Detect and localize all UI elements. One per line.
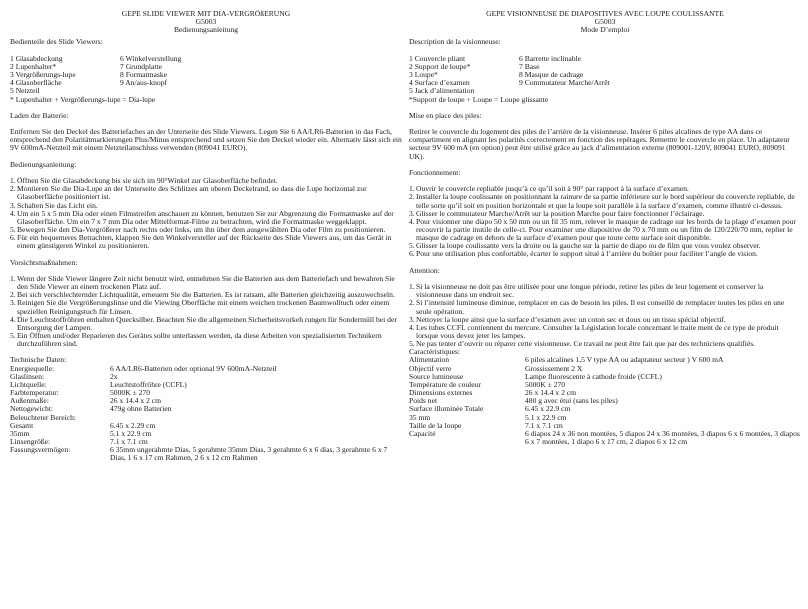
specs-table [409, 356, 801, 446]
battery-heading: Laden der Batterie: [10, 110, 69, 120]
parts-heading: Description de la visionneuse: [409, 37, 501, 47]
part-item: 3 Vergrößerungs-lupe [10, 70, 76, 80]
spec-value: 7.1 x 7.1 cm [525, 420, 563, 430]
list-item: 1. Wenn der Slide Viewer längere Zeit nicht benutzt wird, entnehmen Sie die Batterien aus dem Batteriefach und bewahren Sie den Slide Viewer an einem trockenen Platz auf. [10, 273, 395, 292]
page-title: GEPE VISIONNEUSE DE DIAPOSITIVES AVEC LOUPE COULISSANTE [486, 9, 724, 18]
usage-heading: Fonctionnement: [409, 167, 461, 177]
list-item: 6. Pour une utilisation plus confortable, écarter le support situé à l’arrière du boîtier pour faciliter l’angle de vision. [409, 249, 758, 259]
usage-steps [10, 177, 402, 250]
list-item: 5. Ein Öffnen und/oder Reparieren des Gerätes sollte unterlassen werden, da diese Arbeiten von spezialisierten Technikern durchzuführen sind. [10, 330, 382, 349]
caution-steps [10, 275, 402, 348]
list-item: 1. Si la visionneuse ne doit pas être utilisée pour une longue période, retirer les piles de leur logement et conserver la visionneuse dans un endroit sec. [409, 282, 764, 300]
spec-value: 6 35mm ungerahmte Dias, 5 gerahmte 35mm Dias, 3 gerahmte 6 x 6 dias, 3 gerahmte 6 x 7 Dias, 1 6 x 17 cm Rahmen, 2 6 x 12 cm Rahmen [110, 445, 388, 463]
part-item: 5 Jack d’alimentation [409, 86, 475, 96]
spec-label: Energiequelle: [10, 363, 55, 373]
specs-heading: Technische Daten: [10, 355, 67, 365]
german-column [10, 10, 402, 462]
part-item: 2 Lupenhalter* [10, 61, 57, 71]
page-subtitle: Mode D’emploi [580, 25, 630, 35]
usage-heading: Bedienungsanleitung: [10, 159, 77, 169]
part-item: 1 Glasabdeckung [10, 53, 63, 63]
list-item: 4. Um ein 5 x 5 mm Dia oder einen Filmstreifen anschauen zu können, benutzen Sie zur Abgrenzung die Formatmaske auf der Glasoberfläche. Um ein 7 x 7 mm Dia oder Mittelformat-Filme zu betrachten, wird die Formatmaske weggeklappt. [10, 208, 394, 226]
spec-value: Grossissement 2 X [525, 363, 583, 373]
spec-value: 6 diapos 24 x 36 non montées, 5 diapos 24 x 36 montées, 3 diapos 6 x 6 montées, 3 diapos 6 x 7 montées, 1 diapo 6 x 17 cm, 2 diapos 6 x 12 cm [525, 428, 800, 447]
list-item: 5. Ne pas tenter d’ouvrir ou réparer cette visionneuse. Ce travail ne peut être fait que par des techniciens qualifiés. [409, 339, 756, 349]
spec-label: Glaslinsen: [10, 371, 45, 381]
spec-value: 5000K ± 270 [110, 388, 151, 398]
spec-label: 35mm [10, 428, 30, 438]
part-item: 9 Commutateur Marche/Arrêt [519, 78, 610, 88]
part-item: 8 Masque de cadrage [519, 70, 584, 80]
spec-label: Gesamt [10, 420, 34, 430]
caution-heading: Vorsichtsmaßnahmen: [10, 257, 78, 267]
spec-label: Poids net [409, 396, 438, 406]
spec-label: Linsengröße: [10, 437, 51, 446]
spec-label: Lichtquelle: [10, 379, 47, 389]
spec-value: 6.45 x 2.29 cm [110, 420, 156, 430]
part-item: 5 Netzteil [10, 86, 40, 96]
part-item: 8 Formatmaske [120, 70, 168, 80]
spec-value: 5.1 x 22.9 cm [525, 412, 567, 422]
spec-value: 6 AA/LR6-Batterien oder optional 9V 600mA-Netzteil [110, 363, 277, 373]
parts-heading: Bedienteile des Slide Viewers: [10, 37, 103, 47]
part-item: 4 Surface d’examen [409, 78, 470, 88]
battery-text: Retirer le couvercle du logement des piles de l’arrière de la visionneuse. Insérer 6 piles alcalines de type AA dans ce compartiment en alignant les polarités correctement en fonction des repérages. Remettre le couvercle en place. Un adaptateur secteur 9V 600 mA (en option) peut être utilisé grâce au jack d’alimentation externe (809001-120V, 809041 EURO, 809091 UK). [409, 127, 790, 161]
spec-label: Fassungsvermögen: [10, 445, 71, 455]
spec-label: Température de couleur [409, 379, 481, 389]
spec-label: Surface illuminée Totale [409, 404, 484, 414]
specs-table [10, 365, 402, 414]
spec-label: Objectif verre [409, 363, 452, 373]
list-item: 4. Les tubes CCFL contiennent du mercure. Consulter la Législation locale concernant le traite ment de ce type de produit lorsque vous devez jeter les lampes. [409, 322, 779, 340]
part-item: 6 Winkelverstellung [120, 53, 182, 63]
part-item: 7 Base [519, 61, 540, 71]
spec-value: 2x [110, 371, 118, 381]
list-item: 6. Für ein bequemeres Betrachten, klappen Sie den Winkelversteller auf der Rückseite des Slide Viewers aus, um das Gerät in einem günstigeren Winkel zu positionieren. [10, 233, 392, 251]
spec-value: 26 x 14.4 x 2 cm [110, 396, 162, 406]
french-column [409, 10, 801, 446]
spec-value: 5000K ± 270 [525, 379, 566, 389]
spec-value: 479g ohne Batterien [110, 404, 172, 414]
spec-label: Source lumineuse [409, 371, 464, 381]
list-item: 2. Installer la loupe coulissante en positionnant la rainure de sa partie inférieure sur le bord supérieur du couvercle repliable, de telle sorte qu’il soit en position horizontale et que la loupe soit parallèle à la surface d’examen, comme illustré ci-dessus. [409, 192, 795, 210]
model-number: G5003 [195, 17, 217, 27]
part-item: 3 Loupe* [409, 70, 438, 80]
list-item: 4. Die Leuchtstoffröhren enthalten Quecksilber. Beachten Sie die allgemeinen Sicherheitsvorkeh rungen für Sondermüll bei der Entsorgung der Lampen. [10, 314, 397, 332]
part-item: 1 Couvercle pliant [409, 53, 466, 63]
spec-label: Nettogewicht: [10, 404, 54, 414]
spec-label: Capacité [409, 428, 436, 438]
caution-heading: Attention: [409, 265, 440, 275]
part-item: 4 Glasoberfläche [10, 78, 62, 88]
list-item: 5. Bewegen Sie den Dia-Vergrößerer nach rechts oder links, um ihn über dem ausgewählten Dia oder Film zu positionieren. [10, 224, 386, 234]
page-title: GEPE SLIDE VIEWER MIT DIA-VERGRÖßERUNG [121, 9, 291, 18]
list-item: 3. Schalten Sie das Licht ein. [10, 200, 98, 210]
battery-text: Entfernen Sie den Deckel des Batteriefaches an der Unterseite des Slide Viewers. Legen Sie 6 AA/LR6-Batterien in das Fach, entsprechend den Polaritätmarkierungen Plus/Minus entsprechend und setzen Sie den Deckel wieder ein. Alternativ lässt sich ein 9V 600mA-Netzteil mit einem Netzteilanschluss verwenden (809041 EURO). [10, 127, 402, 153]
spec-label: 35 mm [409, 412, 431, 422]
spec-value: 5.1 x 22.9 cm [110, 428, 152, 438]
spec-value: 6.45 x 22.9 cm [525, 404, 571, 414]
parts-note: * Lupenhalter + Vergrößerungs-lupe = Dia-lupe [10, 94, 156, 104]
list-item: 3. Reinigen Sie die Vergrößerungslinse und die Viewing Oberfläche mit einem weichen trockenen Baumwolltuch oder einem speziellen Reinigungstuch für Linsen. [10, 298, 390, 316]
area-heading: Beleuchteter Bereich: [10, 412, 76, 422]
part-item: 9 An/aus-knopf [120, 78, 168, 88]
list-item: 2. Si l’intensité lumineuse diminue, remplacer en cas de besoin les piles. Il est conseillé de remplacer toutes les piles en une seule opération. [409, 298, 785, 316]
spec-label: Dimensions externes [409, 388, 473, 398]
spec-value: Leuchtstoffröhre (CCFL) [110, 379, 187, 389]
list-item: 5. Glisser la loupe coulissante vers la droite ou la gauche sur la partie de diapo ou de film que vous voulez observer. [409, 241, 761, 251]
spec-value: 480 g avec étui (sans les piles) [525, 396, 618, 406]
spec-value: 6 piles alcalines 1,5 V type AA ou adaptateur secteur ) V 600 mA [525, 355, 724, 365]
parts-list [10, 55, 402, 96]
spec-value: 7.1 x 7.1 cm [110, 437, 148, 446]
list-item: 3. Nettoyer la loupe ainsi que la surface d’examen avec un coton sec et doux ou un tissu spécial objectif. [409, 314, 726, 324]
page-subtitle: Bedienungsanleitung [173, 25, 239, 35]
spec-label: Taille de la loupe [409, 420, 462, 430]
spec-label: Außenmaße: [10, 396, 49, 406]
list-item: 2. Bei sich verschlechternder Lichtqualität, erneuern Sie die Batterien. Es ist ratsam, alle Batterien gleichzeitig auszuwechseln. [10, 290, 395, 300]
model-number: G5003 [594, 17, 616, 27]
list-item: 1. Öffnen Sie die Glasabdeckung bis sie sich im 90°Winkel zur Glasoberfläche befindet. [10, 176, 278, 186]
list-item: 2. Montieren Sie die Dia-Lupe an der Unterseite des Schlitzes am oberen Deckelrand, so dass die Lupe horizontal zur Glasoberfläche positioniert ist. [10, 184, 367, 202]
spec-value: 26 x 14.4 x 2 cm [525, 388, 577, 398]
caution-steps [409, 283, 801, 348]
part-item: 6 Barrette inclinable [519, 53, 581, 63]
battery-heading: Mise en place des piles: [409, 110, 482, 120]
list-item: 1. Ouvrir le couvercle repliable jusqu’à ce qu’il soit à 90° par rapport à la surface d’examen. [409, 184, 689, 194]
part-item: 2 Support de loupe* [409, 61, 471, 71]
area-table [10, 422, 402, 463]
spec-label: Alimentation [409, 355, 450, 365]
specs-heading: Caractéristiques: [409, 347, 461, 357]
spec-value: Lampe fluorescente à cathode froide (CCFL) [525, 371, 662, 381]
list-item: 3. Glisser le commutateur Marche/Arrêt sur la position Marche pour faire fonctionner l’éclairage. [409, 208, 705, 218]
usage-steps [409, 185, 801, 258]
part-item: 7 Grundplatte [120, 61, 162, 71]
spec-label: Farbtemperatur: [10, 388, 59, 398]
list-item: 4. Pour visionner une diapo 50 x 50 mm ou un fil 35 mm, relever le masque de cadrage sur les bords de la plage d’examen pour recouvrir la partie inutile de celle-ci. Pour examiner une diapositive de 70 x 70 mm ou un film de 120/220/70 mm, replier le masque de cadrage en dehors de la surface d’examen pour que toute cette surface soit disponible. [409, 216, 797, 243]
parts-list [409, 55, 801, 96]
parts-note: *Support de loupe + Loupe = Loupe glissante [409, 94, 549, 104]
